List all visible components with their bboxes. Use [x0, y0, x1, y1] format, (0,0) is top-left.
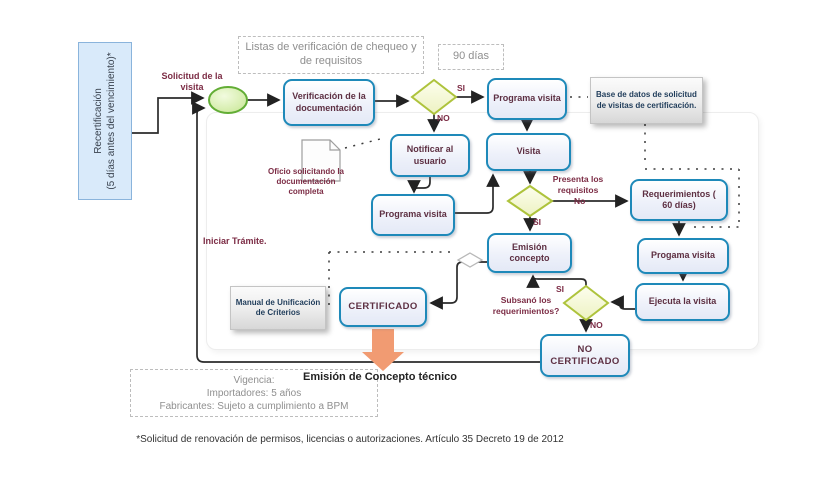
node-emision-concepto — [487, 233, 572, 273]
connector-emision-to-certificado — [431, 262, 487, 303]
ghost-diamond-junction — [458, 253, 482, 267]
node-ejecuta-visita — [635, 283, 730, 321]
recertificacion-label — [78, 42, 132, 200]
note-checklists-text: Listas de verificación de chequeo y de requisitos — [245, 41, 417, 67]
node-no-certificado — [540, 334, 630, 377]
node-progama-visita-3-label: Progama visita — [650, 250, 716, 261]
node-emision-concepto-label: Emisión concepto — [509, 241, 550, 263]
node-certificado — [339, 287, 427, 327]
label-no-3: NO — [590, 320, 603, 330]
note-90-dias — [438, 44, 504, 70]
node-notificar-usuario — [390, 134, 470, 177]
node-progama-visita-3 — [637, 238, 729, 274]
label-no-1: NO — [437, 113, 450, 123]
recertificacion-line1: Recertificación — [93, 88, 104, 154]
label-subsano: Subsanó los requerimientos? — [492, 295, 560, 316]
node-programa-visita-2-label: Programa visita — [379, 209, 447, 220]
callout-database-text: Base de datos de solicitud de visitas de certificación. — [596, 90, 697, 110]
vigencia-line2: Importadores: 5 años — [206, 387, 302, 399]
dotted-document-to-notificar — [345, 138, 384, 148]
node-requerimientos-label: Requerimientos ( 60 días) — [642, 188, 716, 210]
node-requerimientos — [630, 179, 728, 221]
node-verificacion — [283, 79, 375, 126]
decision3-subsano — [564, 286, 608, 320]
note-checklists — [238, 36, 424, 74]
connector-notificar-to-programa2 — [414, 177, 430, 192]
callout-manual-text: Manual de Unificación de Criterios — [235, 297, 321, 317]
node-programa-visita-2 — [371, 194, 455, 236]
footnote: *Solicitud de renovación de permisos, licencias o autorizaciones. Artículo 35 Decreto 19 de 2012 — [136, 434, 564, 445]
node-ejecuta-visita-label: Ejecuta la visita — [648, 296, 717, 307]
vigencia-line3: Fabricantes: Sujeto a cumplimiento a BPM — [159, 400, 349, 412]
connector-recert-to-start — [132, 98, 203, 133]
label-no-2: No — [574, 196, 586, 206]
label-si-2: SI — [533, 217, 542, 227]
label-presenta-requisitos: Presenta los requisitos — [552, 174, 604, 195]
recertificacion-line2: (5 días antes del vencimiento)* — [106, 52, 117, 190]
callout-database — [590, 77, 703, 124]
node-visita-label: Visita — [516, 146, 541, 157]
connector-ejecuta-to-decision3 — [612, 302, 635, 309]
label-si-3: SI — [556, 284, 565, 294]
node-notificar-usuario-label: Notificar al usuario — [406, 144, 454, 166]
label-oficio: Oficio solicitando la documentación completa — [267, 167, 344, 196]
node-no-certificado-label: NO CERTIFICADO — [550, 343, 620, 367]
caption-emision-concepto-tecnico: Emisión de Concepto técnico — [302, 371, 458, 383]
node-visita — [486, 133, 571, 171]
label-iniciar-tramite: Iniciar Trámite. — [203, 236, 267, 246]
orange-down-arrow — [362, 329, 404, 371]
node-programa-visita-1 — [487, 78, 567, 120]
label-solicitud-visita: Solicitud de la visita — [161, 71, 223, 93]
node-verificacion-label: Verificación de la documentación — [292, 91, 366, 113]
connector-programa2-to-visita — [455, 175, 493, 213]
note-90-dias-text: 90 días — [452, 50, 490, 63]
decision1-documentacion — [412, 80, 456, 114]
node-certificado-label: CERTIFICADO — [348, 301, 418, 313]
callout-manual — [230, 286, 326, 330]
node-programa-visita-1-label: Programa visita — [493, 93, 561, 104]
vigencia-line1: Vigencia: — [233, 374, 275, 386]
label-si-1: SI — [457, 83, 466, 93]
recertificacion-box — [78, 42, 132, 200]
